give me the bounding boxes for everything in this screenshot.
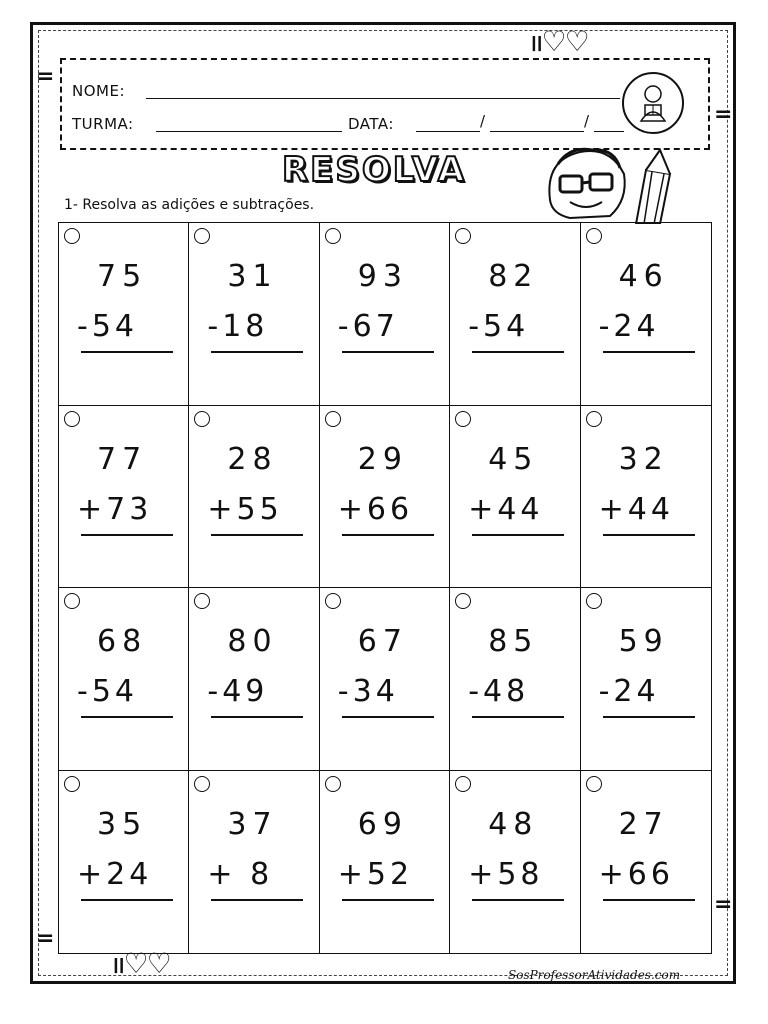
problem-bottom-number: -34 bbox=[337, 674, 399, 709]
problem-top-number: 31 bbox=[227, 259, 278, 294]
problem-cell bbox=[320, 223, 450, 406]
page-title: RESOLVA bbox=[282, 150, 467, 190]
problem-top-number: 69 bbox=[357, 806, 408, 842]
frame-bar-decoration: = bbox=[36, 64, 55, 89]
problem-bottom-number: +66 bbox=[598, 856, 674, 892]
check-circle[interactable] bbox=[64, 228, 80, 244]
problem-cell bbox=[581, 406, 711, 589]
problem-cell bbox=[450, 771, 580, 954]
problem-grid bbox=[58, 222, 712, 954]
problem-bottom-number: -49 bbox=[207, 674, 269, 709]
problem-bottom-number: +55 bbox=[207, 491, 283, 527]
problem-cell bbox=[59, 588, 189, 771]
problem-cell bbox=[581, 588, 711, 771]
check-circle[interactable] bbox=[325, 593, 341, 609]
check-circle[interactable] bbox=[455, 228, 471, 244]
problem-bottom-number: -18 bbox=[207, 309, 269, 344]
problem-top-number: 28 bbox=[227, 441, 278, 477]
problem-bottom-number: -67 bbox=[337, 309, 399, 344]
answer-line[interactable] bbox=[342, 534, 434, 536]
date-day-field[interactable] bbox=[416, 131, 480, 132]
answer-line[interactable] bbox=[603, 534, 695, 536]
answer-line[interactable] bbox=[342, 899, 434, 901]
problem-top-number: 68 bbox=[97, 624, 148, 659]
check-circle[interactable] bbox=[325, 228, 341, 244]
problem-top-number: 93 bbox=[357, 259, 408, 294]
check-circle[interactable] bbox=[64, 776, 80, 792]
check-circle[interactable] bbox=[194, 411, 210, 427]
check-circle[interactable] bbox=[64, 411, 80, 427]
problem-bottom-number: -54 bbox=[77, 674, 138, 709]
answer-line[interactable] bbox=[81, 899, 173, 901]
check-circle[interactable] bbox=[586, 411, 602, 427]
answer-line[interactable] bbox=[342, 351, 434, 353]
problem-top-number: 35 bbox=[97, 806, 148, 842]
answer-line[interactable] bbox=[472, 716, 564, 718]
problem-top-number: 37 bbox=[227, 806, 278, 842]
header-box bbox=[60, 58, 710, 150]
problem-cell bbox=[320, 406, 450, 589]
date-year-field[interactable] bbox=[594, 131, 624, 132]
class-field[interactable] bbox=[156, 131, 342, 132]
class-label: TURMA: bbox=[72, 115, 134, 133]
problem-bottom-number: +24 bbox=[77, 856, 153, 892]
problem-cell bbox=[450, 588, 580, 771]
answer-line[interactable] bbox=[211, 899, 303, 901]
problem-top-number: 77 bbox=[97, 441, 148, 477]
problem-cell bbox=[581, 771, 711, 954]
frame-bar-decoration: = bbox=[714, 102, 733, 127]
check-circle[interactable] bbox=[194, 228, 210, 244]
check-circle[interactable] bbox=[586, 228, 602, 244]
answer-line[interactable] bbox=[603, 351, 695, 353]
problem-bottom-number: +52 bbox=[337, 856, 414, 892]
answer-line[interactable] bbox=[211, 716, 303, 718]
check-circle[interactable] bbox=[455, 776, 471, 792]
problem-top-number: 29 bbox=[357, 441, 408, 477]
problem-cell bbox=[450, 223, 580, 406]
problem-top-number: 67 bbox=[357, 624, 408, 659]
answer-line[interactable] bbox=[81, 716, 173, 718]
problem-bottom-number: +44 bbox=[468, 491, 544, 527]
check-circle[interactable] bbox=[586, 776, 602, 792]
date-label: DATA: bbox=[348, 115, 394, 133]
problem-top-number: 80 bbox=[227, 624, 278, 659]
problem-cell bbox=[320, 588, 450, 771]
problem-cell bbox=[189, 406, 319, 589]
heart-icon: ıı♡♡ bbox=[112, 947, 170, 980]
answer-line[interactable] bbox=[81, 351, 173, 353]
heart-icon: ıı♡♡ bbox=[530, 25, 588, 58]
problem-top-number: 45 bbox=[488, 441, 539, 477]
check-circle[interactable] bbox=[194, 593, 210, 609]
name-label: NOME: bbox=[72, 82, 126, 100]
student-reading-icon bbox=[622, 72, 684, 134]
problem-cell bbox=[59, 771, 189, 954]
answer-line[interactable] bbox=[472, 899, 564, 901]
answer-line[interactable] bbox=[472, 351, 564, 353]
problem-bottom-number: -24 bbox=[598, 674, 660, 709]
frame-bar-decoration: = bbox=[714, 892, 733, 917]
problem-cell bbox=[581, 223, 711, 406]
check-circle[interactable] bbox=[194, 776, 210, 792]
problem-top-number: 75 bbox=[97, 259, 148, 294]
problem-top-number: 59 bbox=[618, 624, 669, 659]
date-month-field[interactable] bbox=[490, 131, 584, 132]
problem-top-number: 85 bbox=[488, 624, 539, 659]
instruction-text: 1- Resolva as adições e subtrações. bbox=[64, 197, 315, 213]
check-circle[interactable] bbox=[325, 411, 341, 427]
problem-bottom-number: -48 bbox=[468, 674, 530, 709]
problem-bottom-number: + 8 bbox=[207, 856, 274, 892]
problem-top-number: 48 bbox=[488, 806, 539, 842]
problem-top-number: 46 bbox=[618, 259, 669, 294]
answer-line[interactable] bbox=[472, 534, 564, 536]
kid-with-pencil-icon bbox=[540, 140, 690, 224]
name-field[interactable] bbox=[146, 98, 620, 99]
problem-cell bbox=[189, 588, 319, 771]
answer-line[interactable] bbox=[342, 716, 434, 718]
date-slash: / bbox=[584, 112, 590, 130]
date-slash: / bbox=[480, 112, 486, 130]
problem-bottom-number: -54 bbox=[468, 309, 530, 344]
problem-bottom-number: +44 bbox=[598, 491, 674, 527]
problem-cell bbox=[189, 223, 319, 406]
problem-top-number: 27 bbox=[618, 806, 669, 842]
problem-cell bbox=[59, 223, 189, 406]
problem-top-number: 32 bbox=[618, 441, 669, 477]
check-circle[interactable] bbox=[455, 411, 471, 427]
answer-line[interactable] bbox=[211, 351, 303, 353]
problem-cell bbox=[320, 771, 450, 954]
check-circle[interactable] bbox=[64, 593, 80, 609]
problem-bottom-number: +66 bbox=[337, 491, 414, 527]
problem-bottom-number: +58 bbox=[468, 856, 544, 892]
frame-bar-decoration: = bbox=[36, 926, 55, 951]
answer-line[interactable] bbox=[81, 534, 173, 536]
answer-line[interactable] bbox=[603, 899, 695, 901]
footer-credit: SosProfessorAtividades.com bbox=[508, 968, 681, 982]
check-circle[interactable] bbox=[325, 776, 341, 792]
problem-bottom-number: +73 bbox=[77, 491, 153, 527]
problem-bottom-number: -54 bbox=[77, 309, 138, 344]
problem-cell bbox=[189, 771, 319, 954]
problem-cell bbox=[59, 406, 189, 589]
problem-top-number: 82 bbox=[488, 259, 539, 294]
answer-line[interactable] bbox=[211, 534, 303, 536]
problem-cell bbox=[450, 406, 580, 589]
check-circle[interactable] bbox=[586, 593, 602, 609]
problem-bottom-number: -24 bbox=[598, 309, 660, 344]
answer-line[interactable] bbox=[603, 716, 695, 718]
check-circle[interactable] bbox=[455, 593, 471, 609]
